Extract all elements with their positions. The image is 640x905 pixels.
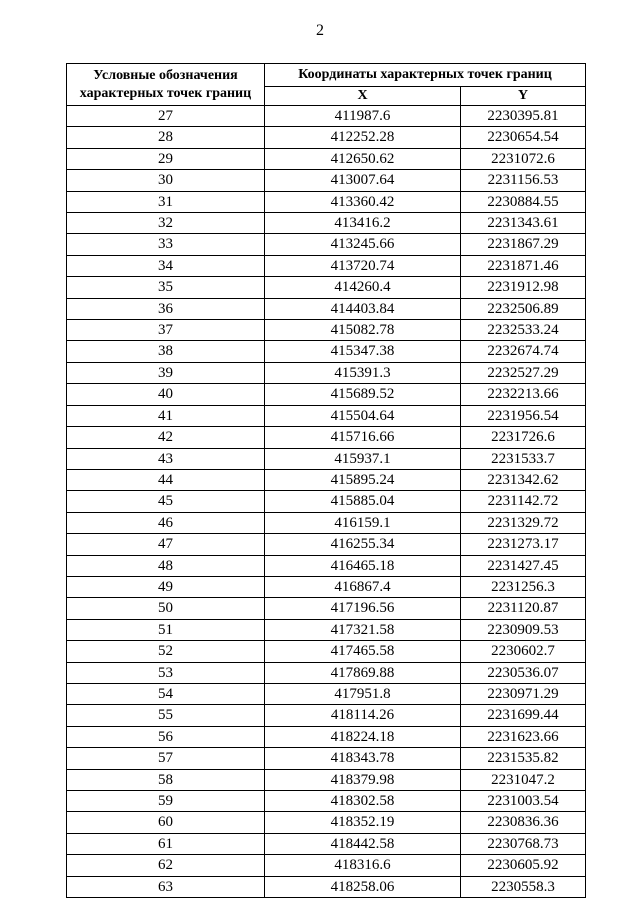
table-row [67, 534, 586, 555]
y-coordinate-cell: 2230971.29 [461, 683, 586, 704]
x-coordinate-cell: 418224.18 [265, 726, 461, 747]
table-row [67, 341, 586, 362]
y-coordinate-cell: 2232533.24 [461, 320, 586, 341]
point-id-cell: 56 [67, 726, 265, 747]
x-coordinate-cell: 417951.8 [265, 683, 461, 704]
table-row [67, 234, 586, 255]
table-row [67, 662, 586, 683]
y-coordinate-cell: 2231956.54 [461, 405, 586, 426]
point-id-cell: 39 [67, 362, 265, 383]
y-coordinate-cell: 2231047.2 [461, 769, 586, 790]
x-coordinate-cell: 418379.98 [265, 769, 461, 790]
x-coordinate-cell: 415391.3 [265, 362, 461, 383]
y-coordinate-cell: 2231120.87 [461, 598, 586, 619]
x-coordinate-cell: 415689.52 [265, 384, 461, 405]
point-id-cell: 62 [67, 855, 265, 876]
x-coordinate-cell: 411987.6 [265, 106, 461, 127]
table-row [67, 855, 586, 876]
table-row [67, 427, 586, 448]
point-id-cell: 58 [67, 769, 265, 790]
point-id-cell: 35 [67, 277, 265, 298]
y-coordinate-cell: 2231726.6 [461, 427, 586, 448]
y-coordinate-cell: 2230558.3 [461, 876, 586, 897]
y-coordinate-cell: 2231072.6 [461, 148, 586, 169]
page-number: 2 [316, 22, 324, 39]
x-coordinate-cell: 418302.58 [265, 791, 461, 812]
point-id-cell: 41 [67, 405, 265, 426]
table-row [67, 555, 586, 576]
point-id-cell: 27 [67, 106, 265, 127]
table-row [67, 726, 586, 747]
point-id-cell: 47 [67, 534, 265, 555]
y-coordinate-cell: 2231343.61 [461, 213, 586, 234]
point-id-cell: 46 [67, 512, 265, 533]
y-coordinate-cell: 2232506.89 [461, 298, 586, 319]
table-row [67, 469, 586, 490]
x-coordinate-cell: 413720.74 [265, 255, 461, 276]
y-coordinate-cell: 2230836.36 [461, 812, 586, 833]
y-column-header: Y [461, 87, 586, 106]
point-id-cell: 54 [67, 683, 265, 704]
y-coordinate-cell: 2230536.07 [461, 662, 586, 683]
table-row [67, 191, 586, 212]
table-row [67, 127, 586, 148]
point-id-cell: 40 [67, 384, 265, 405]
table-row [67, 683, 586, 704]
x-coordinate-cell: 416159.1 [265, 512, 461, 533]
y-coordinate-cell: 2231342.62 [461, 469, 586, 490]
table-row [67, 277, 586, 298]
x-coordinate-cell: 417869.88 [265, 662, 461, 683]
x-coordinate-cell: 413007.64 [265, 170, 461, 191]
point-id-cell: 50 [67, 598, 265, 619]
point-id-cell: 36 [67, 298, 265, 319]
y-coordinate-cell: 2231427.45 [461, 555, 586, 576]
point-id-cell: 37 [67, 320, 265, 341]
x-coordinate-cell: 418352.19 [265, 812, 461, 833]
y-coordinate-cell: 2231329.72 [461, 512, 586, 533]
point-id-cell: 33 [67, 234, 265, 255]
y-coordinate-cell: 2231156.53 [461, 170, 586, 191]
table-row [67, 362, 586, 383]
x-coordinate-cell: 415504.64 [265, 405, 461, 426]
table-row [67, 812, 586, 833]
x-coordinate-cell: 417196.56 [265, 598, 461, 619]
table-row [67, 255, 586, 276]
point-id-cell: 49 [67, 576, 265, 597]
table-row [67, 448, 586, 469]
point-id-cell: 60 [67, 812, 265, 833]
point-id-cell: 45 [67, 491, 265, 512]
x-coordinate-cell: 414403.84 [265, 298, 461, 319]
x-coordinate-cell: 416465.18 [265, 555, 461, 576]
table-row [67, 320, 586, 341]
table-row [67, 405, 586, 426]
x-coordinate-cell: 413245.66 [265, 234, 461, 255]
y-coordinate-cell: 2231003.54 [461, 791, 586, 812]
table-row [67, 791, 586, 812]
y-coordinate-cell: 2230884.55 [461, 191, 586, 212]
table-row [67, 170, 586, 191]
table-row [67, 512, 586, 533]
table-body [67, 106, 586, 898]
table-row [67, 748, 586, 769]
y-coordinate-cell: 2230602.7 [461, 641, 586, 662]
point-id-cell: 53 [67, 662, 265, 683]
table-row [67, 833, 586, 854]
x-coordinate-cell: 414260.4 [265, 277, 461, 298]
x-coordinate-cell: 415347.38 [265, 341, 461, 362]
point-id-cell: 43 [67, 448, 265, 469]
table-row [67, 619, 586, 640]
point-id-cell: 57 [67, 748, 265, 769]
x-coordinate-cell: 415937.1 [265, 448, 461, 469]
point-id-cell: 42 [67, 427, 265, 448]
coordinates-table [66, 63, 586, 898]
point-designation-header: Условные обозначения характерных точек границ [67, 64, 265, 106]
x-coordinate-cell: 418258.06 [265, 876, 461, 897]
y-coordinate-cell: 2231142.72 [461, 491, 586, 512]
table-row [67, 598, 586, 619]
point-id-cell: 29 [67, 148, 265, 169]
table-row [67, 491, 586, 512]
x-coordinate-cell: 415716.66 [265, 427, 461, 448]
x-coordinate-cell: 417465.58 [265, 641, 461, 662]
x-coordinate-cell: 415885.04 [265, 491, 461, 512]
x-coordinate-cell: 415082.78 [265, 320, 461, 341]
y-coordinate-cell: 2231867.29 [461, 234, 586, 255]
table-row [67, 876, 586, 897]
x-coordinate-cell: 416255.34 [265, 534, 461, 555]
point-id-cell: 30 [67, 170, 265, 191]
y-coordinate-cell: 2232213.66 [461, 384, 586, 405]
x-coordinate-cell: 418114.26 [265, 705, 461, 726]
x-coordinate-cell: 412650.62 [265, 148, 461, 169]
table-row [67, 148, 586, 169]
point-id-cell: 63 [67, 876, 265, 897]
x-column-header: X [265, 87, 461, 106]
point-id-cell: 52 [67, 641, 265, 662]
y-coordinate-cell: 2230909.53 [461, 619, 586, 640]
table-row [67, 769, 586, 790]
y-coordinate-cell: 2232527.29 [461, 362, 586, 383]
x-coordinate-cell: 413360.42 [265, 191, 461, 212]
table-row [67, 641, 586, 662]
y-coordinate-cell: 2231535.82 [461, 748, 586, 769]
x-coordinate-cell: 418442.58 [265, 833, 461, 854]
table-row [67, 705, 586, 726]
point-id-cell: 38 [67, 341, 265, 362]
table-row [67, 298, 586, 319]
table-row [67, 213, 586, 234]
y-coordinate-cell: 2231533.7 [461, 448, 586, 469]
x-coordinate-cell: 418316.6 [265, 855, 461, 876]
point-id-cell: 51 [67, 619, 265, 640]
x-coordinate-cell: 412252.28 [265, 127, 461, 148]
point-id-cell: 31 [67, 191, 265, 212]
y-coordinate-cell: 2231273.17 [461, 534, 586, 555]
y-coordinate-cell: 2231256.3 [461, 576, 586, 597]
y-coordinate-cell: 2231912.98 [461, 277, 586, 298]
point-id-cell: 32 [67, 213, 265, 234]
y-coordinate-cell: 2231871.46 [461, 255, 586, 276]
point-id-cell: 44 [67, 469, 265, 490]
point-id-cell: 61 [67, 833, 265, 854]
coordinates-group-header: Координаты характерных точек границ [265, 64, 586, 87]
y-coordinate-cell: 2231623.66 [461, 726, 586, 747]
table-row [67, 576, 586, 597]
y-coordinate-cell: 2230395.81 [461, 106, 586, 127]
table-row [67, 106, 586, 127]
y-coordinate-cell: 2230768.73 [461, 833, 586, 854]
x-coordinate-cell: 415895.24 [265, 469, 461, 490]
y-coordinate-cell: 2230654.54 [461, 127, 586, 148]
y-coordinate-cell: 2232674.74 [461, 341, 586, 362]
x-coordinate-cell: 417321.58 [265, 619, 461, 640]
point-id-cell: 48 [67, 555, 265, 576]
point-id-cell: 59 [67, 791, 265, 812]
x-coordinate-cell: 416867.4 [265, 576, 461, 597]
y-coordinate-cell: 2230605.92 [461, 855, 586, 876]
point-id-cell: 34 [67, 255, 265, 276]
x-coordinate-cell: 418343.78 [265, 748, 461, 769]
point-id-cell: 55 [67, 705, 265, 726]
y-coordinate-cell: 2231699.44 [461, 705, 586, 726]
point-id-cell: 28 [67, 127, 265, 148]
x-coordinate-cell: 413416.2 [265, 213, 461, 234]
table-row [67, 384, 586, 405]
